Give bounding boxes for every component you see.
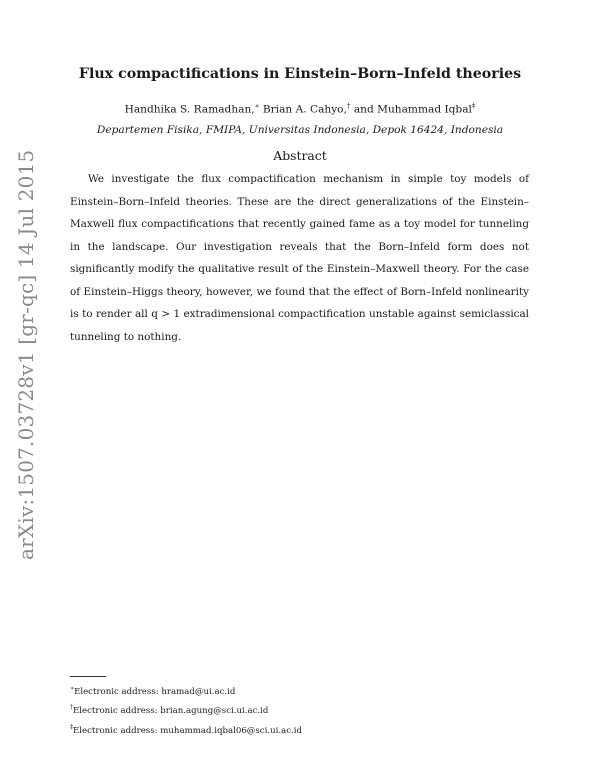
- footnote-text: Electronic address: brian.agung@sci.ui.ac.id: [73, 706, 269, 717]
- footnote-text: Electronic address: muhammad.iqbal06@sci.ui.ac.id: [73, 725, 303, 736]
- footnote-text: Electronic address: hramad@ui.ac.id: [74, 686, 236, 697]
- footnote-divider: [70, 676, 106, 677]
- footnote: [70, 700, 530, 719]
- abstract-heading: Abstract: [273, 148, 327, 163]
- footnote-marker: ∗: [70, 685, 75, 692]
- footnote-marker: ∗: [254, 102, 260, 110]
- footnotes: [70, 681, 530, 739]
- arxiv-identifier-stamp: arXiv:1507.03728v1 [gr-qc] 14 Jul 2015: [14, 149, 38, 560]
- footnote: [70, 681, 530, 700]
- author-name: and Muhammad Iqbal: [353, 103, 472, 116]
- footnote-marker: ‡: [70, 723, 73, 731]
- footnote: [70, 720, 530, 739]
- footnote-marker: †: [346, 102, 351, 110]
- author-list: [0, 102, 600, 116]
- footnote-marker: †: [70, 704, 73, 712]
- affiliation: Departemen Fisika, FMIPA, Universitas Indonesia, Depok 16424, Indonesia: [96, 124, 504, 136]
- footnote-marker: ‡: [471, 102, 476, 110]
- abstract-body: We investigate the flux compactification mechanism in simple toy models of Einstein–Born–Infeld theories. These are the direct generalizations of the Einstein–Maxwell flux compactifications that recently gained fame as a toy model for tunneling in the landscape. Our investigation reveals that the Born–Infeld form does not significantly modify the qualitative result of the Einstein–Maxwell theory. For the case of Einstein–Higgs theory, however, we found that the effect of Born–Infeld nonlinearity is to render all q > 1 extradimensional compactification unstable against semiclassical tunneling to nothing.: [70, 173, 529, 343]
- author-name: Handhika S. Ramadhan,: [124, 103, 255, 116]
- paper-title: Flux compactifications in Einstein–Born–Infeld theories: [78, 66, 522, 82]
- author-name: Brian A. Cahyo,: [262, 103, 347, 116]
